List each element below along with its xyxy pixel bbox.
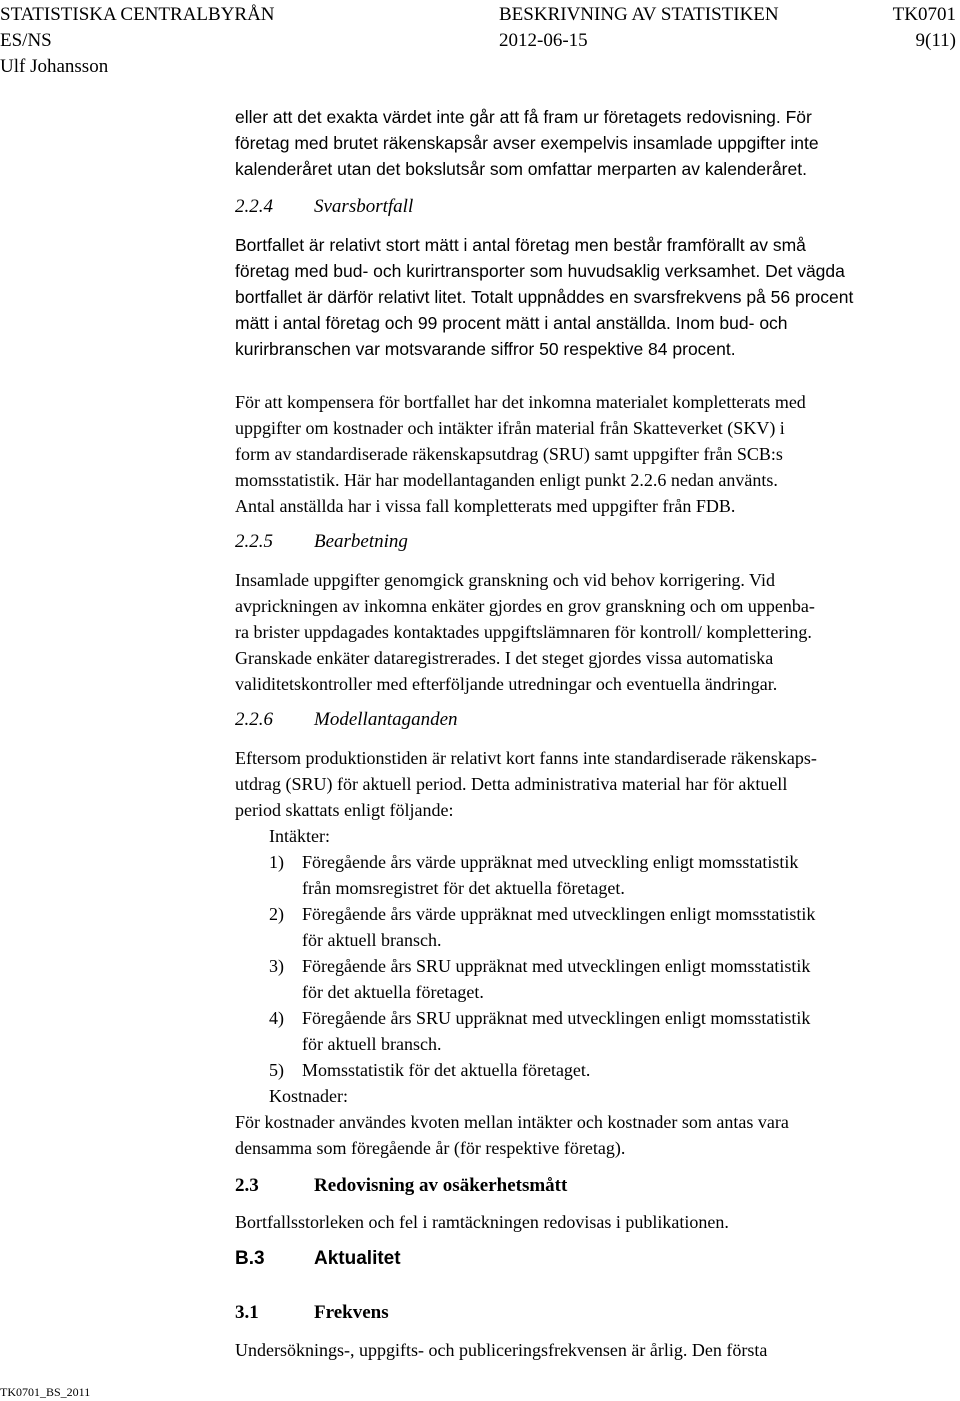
paragraph-line: period skattats enligt följande:: [235, 800, 454, 820]
section-title: Svarsbortfall: [314, 196, 414, 217]
section-number: 2.2.6: [235, 709, 273, 730]
paragraph-line: utdrag (SRU) för aktuell period. Detta administrativa material har för aktuell: [235, 774, 788, 794]
paragraph-line: ra brister uppdagades kontaktades uppgiftslämnaren för kontroll/ komplettering.: [235, 622, 812, 642]
list-item-line: för aktuell bransch.: [302, 930, 442, 950]
paragraph-line: företag med bud- och kurirtransporter som huvudsaklig verksamhet. Det vägda: [235, 261, 845, 281]
list-item-number: 4): [269, 1008, 284, 1028]
header-date: 2012-06-15: [499, 30, 588, 51]
section-title: Bearbetning: [314, 531, 408, 552]
list-item-line: från momsregistret för det aktuella företaget.: [302, 878, 625, 898]
section-number: B.3: [235, 1248, 265, 1269]
footer-code: TK0701_BS_2011: [0, 1385, 91, 1399]
paragraph-line: Granskade enkäter dataregistrerades. I det steget gjordes vissa automatiska: [235, 648, 774, 668]
list-item-line: Föregående års värde uppräknat med utvecklingen enligt momsstatistik: [302, 904, 816, 924]
paragraph-line: form av standardiserade räkenskapsutdrag (SRU) samt uppgifter från SCB:s: [235, 444, 783, 464]
list-item-line: för aktuell bransch.: [302, 1034, 442, 1054]
list-item-number: 5): [269, 1060, 284, 1080]
paragraph-line: momsstatistik. Här har modellantaganden enligt punkt 2.2.6 nedan använts.: [235, 470, 778, 490]
intro-line: eller att det exakta värdet inte går att få fram ur företagets redovisning. För: [235, 107, 812, 127]
section-number: 2.3: [235, 1175, 259, 1196]
list-item-line: Föregående års SRU uppräknat med utvecklingen enligt momsstatistik: [302, 956, 811, 976]
paragraph-line: Bortfallsstorleken och fel i ramtäckningen redovisas i publikationen.: [235, 1212, 729, 1232]
section-title: Redovisning av osäkerhetsmått: [314, 1175, 568, 1196]
section-number: 2.2.5: [235, 531, 273, 552]
section-heading-2-2-4: [235, 194, 413, 220]
section-heading-b-3: [235, 1246, 401, 1272]
paragraph-line: För att kompensera för bortfallet har det inkomna materialet kompletterats med: [235, 392, 806, 412]
paragraph-line: kurirbranschen var motsvarande siffror 50 respektive 84 procent.: [235, 339, 736, 359]
section-number: 2.2.4: [235, 196, 273, 217]
paragraph-line: Antal anställda har i vissa fall kompletterats med uppgifter från FDB.: [235, 496, 736, 516]
section-number: 3.1: [235, 1302, 259, 1323]
paragraph-line: Bortfallet är relativt stort mätt i antal företag men består framförallt av små: [235, 235, 806, 255]
section-title: Frekvens: [314, 1302, 389, 1323]
list-item-line: Föregående års SRU uppräknat med utvecklingen enligt momsstatistik: [302, 1008, 811, 1028]
list-item-line: Föregående års värde uppräknat med utveckling enligt momsstatistik: [302, 852, 799, 872]
header-doc-title: BESKRIVNING AV STATISTIKEN: [499, 4, 779, 25]
paragraph-line: avprickningen av inkomna enkäter gjordes en grov granskning och om uppenba-: [235, 596, 815, 616]
section-title: Modellantaganden: [314, 709, 458, 730]
header-author: Ulf Johansson: [0, 56, 109, 77]
list-item-number: 1): [269, 852, 284, 872]
section-heading-2-2-5: [235, 529, 408, 555]
section-heading-3-1: [235, 1300, 389, 1326]
paragraph-line: Insamlade uppgifter genomgick granskning och vid behov korrigering. Vid: [235, 570, 775, 590]
paragraph-line: Undersöknings-, uppgifts- och publiceringsfrekvensen är årlig. Den första: [235, 1340, 768, 1360]
paragraph-line: densamma som föregående år (för respektive företag).: [235, 1138, 626, 1158]
header-doc-code: TK0701: [892, 4, 956, 25]
list-item-number: 3): [269, 956, 284, 976]
section-heading-2-3: [235, 1173, 567, 1199]
header-page-number: 9(11): [915, 30, 956, 51]
paragraph-line: För kostnader användes kvoten mellan intäkter och kostnader som antas vara: [235, 1112, 789, 1132]
intro-line: kalenderåret utan det bokslutsår som omfattar merparten av kalenderåret.: [235, 159, 807, 179]
cost-label: Kostnader:: [269, 1086, 348, 1106]
list-item-line: för det aktuella företaget.: [302, 982, 484, 1002]
header-org: STATISTISKA CENTRALBYRÅN: [0, 4, 275, 25]
income-label: Intäkter:: [269, 826, 330, 846]
list-item-number: 2): [269, 904, 284, 924]
header-unit: ES/NS: [0, 30, 52, 51]
paragraph-line: Eftersom produktionstiden är relativt kort fanns inte standardiserade räkenskaps-: [235, 748, 817, 768]
paragraph-line: uppgifter om kostnader och intäkter ifrån material från Skatteverket (SKV) i: [235, 418, 785, 438]
paragraph-line: validitetskontroller med efterföljande utredningar och eventuella ändringar.: [235, 674, 778, 694]
list-item-line: Momsstatistik för det aktuella företaget.: [302, 1060, 591, 1080]
intro-line: företag med brutet räkenskapsår avser exempelvis insamlade uppgifter inte: [235, 133, 819, 153]
paragraph-line: bortfallet är därför relativt litet. Totalt uppnåddes en svarsfrekvens på 56 procent: [235, 287, 854, 307]
section-title: Aktualitet: [314, 1248, 401, 1269]
paragraph-line: mätt i antal företag och 99 procent mätt i antal anställda. Inom bud- och: [235, 313, 788, 333]
section-heading-2-2-6: [235, 707, 458, 733]
